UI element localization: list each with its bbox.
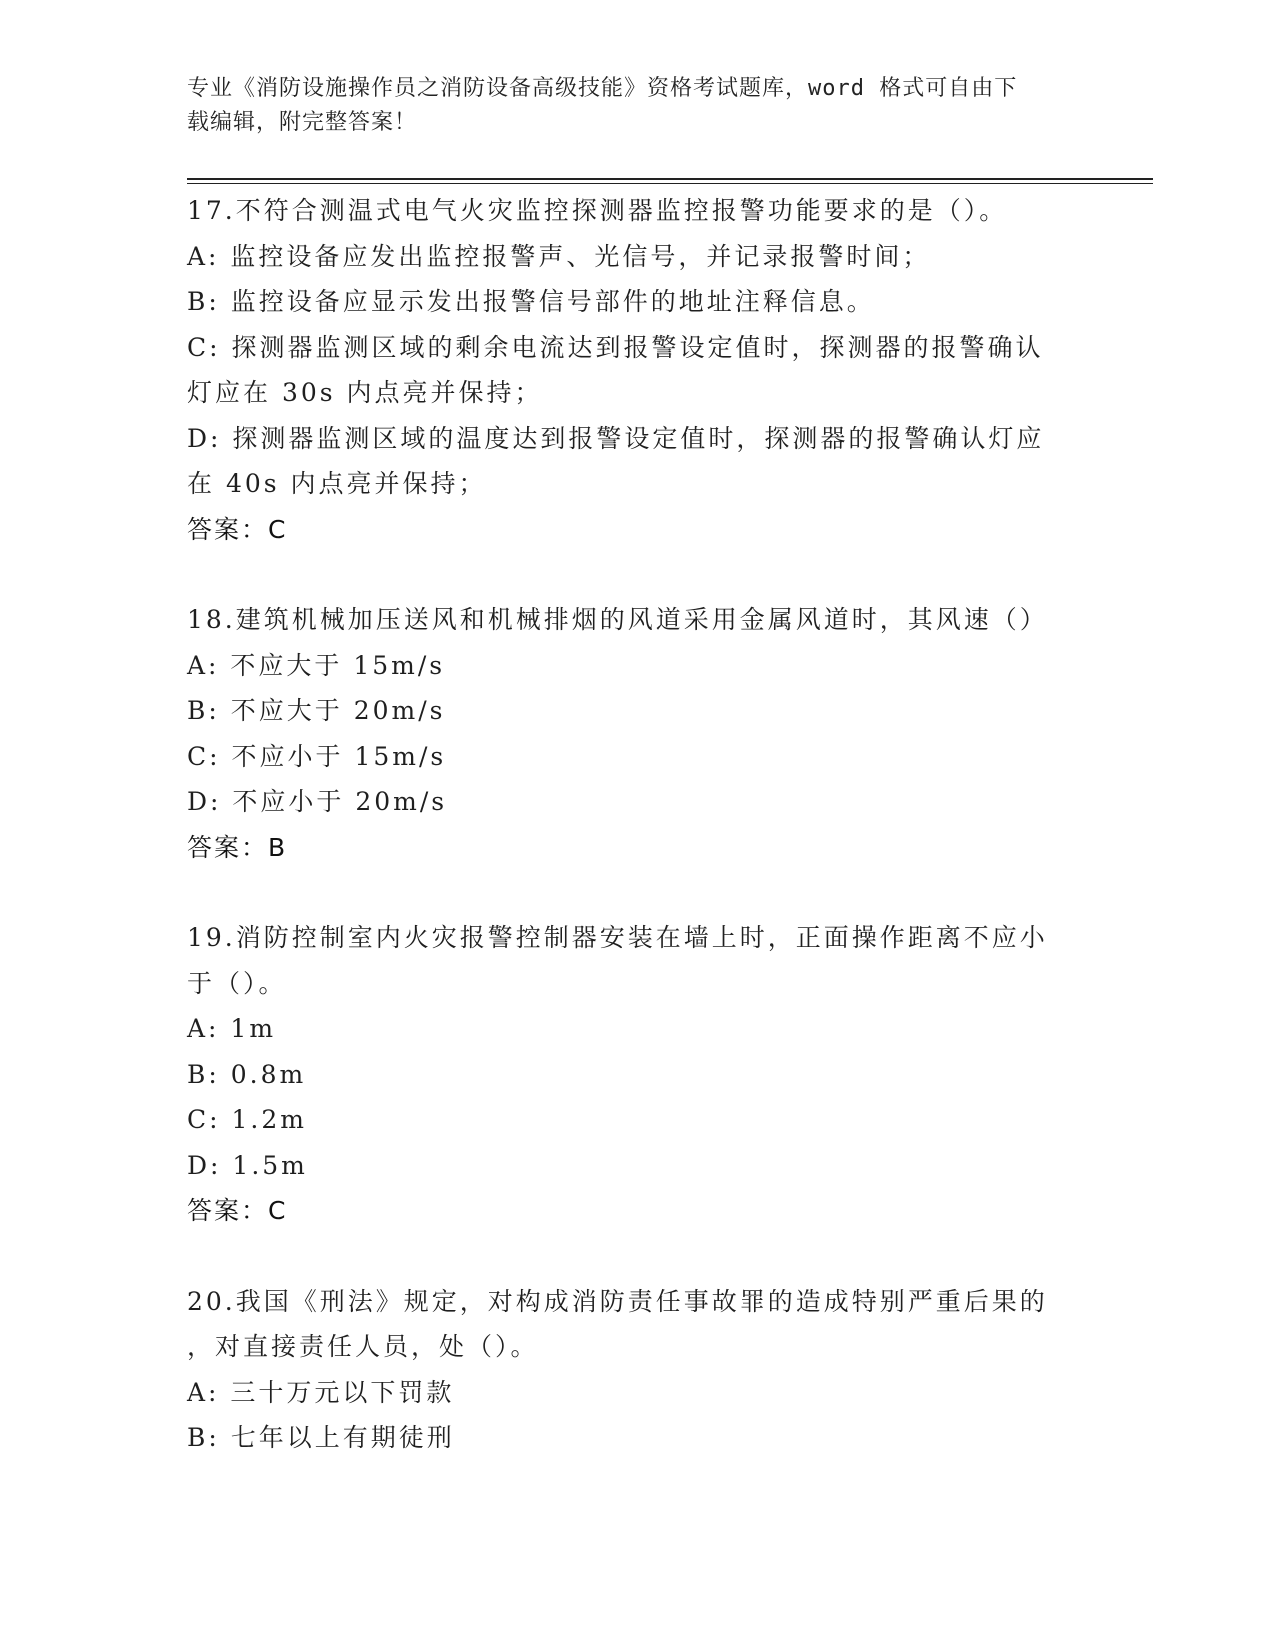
option-b: B: 七年以上有期徒刑 xyxy=(187,1423,455,1452)
question-20 xyxy=(187,1279,1087,1461)
option-c: C: 不应小于 15m/s xyxy=(187,741,447,771)
question-stem: 17.不符合测温式电气火灾监控探测器监控报警功能要求的是（）。 xyxy=(187,196,1008,225)
header-divider-thin xyxy=(187,183,1153,184)
option-a: A: 三十万元以下罚款 xyxy=(187,1377,455,1407)
question-stem-continued: ，对直接责任人员，处（）。 xyxy=(187,1332,539,1361)
option-a: A: 1m xyxy=(187,1014,277,1043)
option-a: A: 监控设备应发出监控报警声、光信号，并记录报警时间； xyxy=(187,241,931,271)
option-d: D: 不应小于 20m/s xyxy=(187,787,448,816)
option-c: C: 1.2m xyxy=(187,1105,307,1134)
question-stem-continued: 于（）。 xyxy=(187,968,287,998)
option-d-continued: 在 40s 内点亮并保持； xyxy=(187,469,487,498)
answer-label: 答案：C xyxy=(187,514,288,544)
option-b: B: 不应大于 20m/s xyxy=(187,696,446,725)
header-line-2: 载编辑，附完整答案！ xyxy=(187,110,418,135)
option-d: D: 1.5m xyxy=(187,1150,308,1180)
document-header xyxy=(187,72,1087,140)
question-18 xyxy=(187,597,1087,870)
option-c: C: 探测器监测区域的剩余电流达到报警设定值时，探测器的报警确认 xyxy=(187,332,1044,362)
header-divider-thick xyxy=(187,178,1153,180)
question-19 xyxy=(187,915,1087,1234)
option-d: D: 探测器监测区域的温度达到报警设定值时，探测器的报警确认灯应 xyxy=(187,423,1045,453)
question-list xyxy=(187,188,1087,1461)
question-17 xyxy=(187,188,1087,552)
question-stem: 20.我国《刑法》规定，对构成消防责任事故罪的造成特别严重后果的 xyxy=(187,1286,1048,1316)
option-b: B: 0.8m xyxy=(187,1059,307,1089)
answer-label: 答案：C xyxy=(187,1196,288,1225)
answer-label: 答案：B xyxy=(187,832,288,862)
question-stem: 19.消防控制室内火灾报警控制器安装在墙上时，正面操作距离不应小 xyxy=(187,923,1048,952)
option-a: A: 不应大于 15m/s xyxy=(187,650,446,680)
option-c-continued: 灯应在 30s 内点亮并保持； xyxy=(187,378,543,407)
option-b: B: 监控设备应显示发出报警信号部件的地址注释信息。 xyxy=(187,287,875,316)
header-line-1: 专业《消防设施操作员之消防设备高级技能》资格考试题库，word 格式可自由下 xyxy=(187,76,1018,101)
question-stem: 18.建筑机械加压送风和机械排烟的风道采用金属风道时，其风速（） xyxy=(187,605,1048,634)
